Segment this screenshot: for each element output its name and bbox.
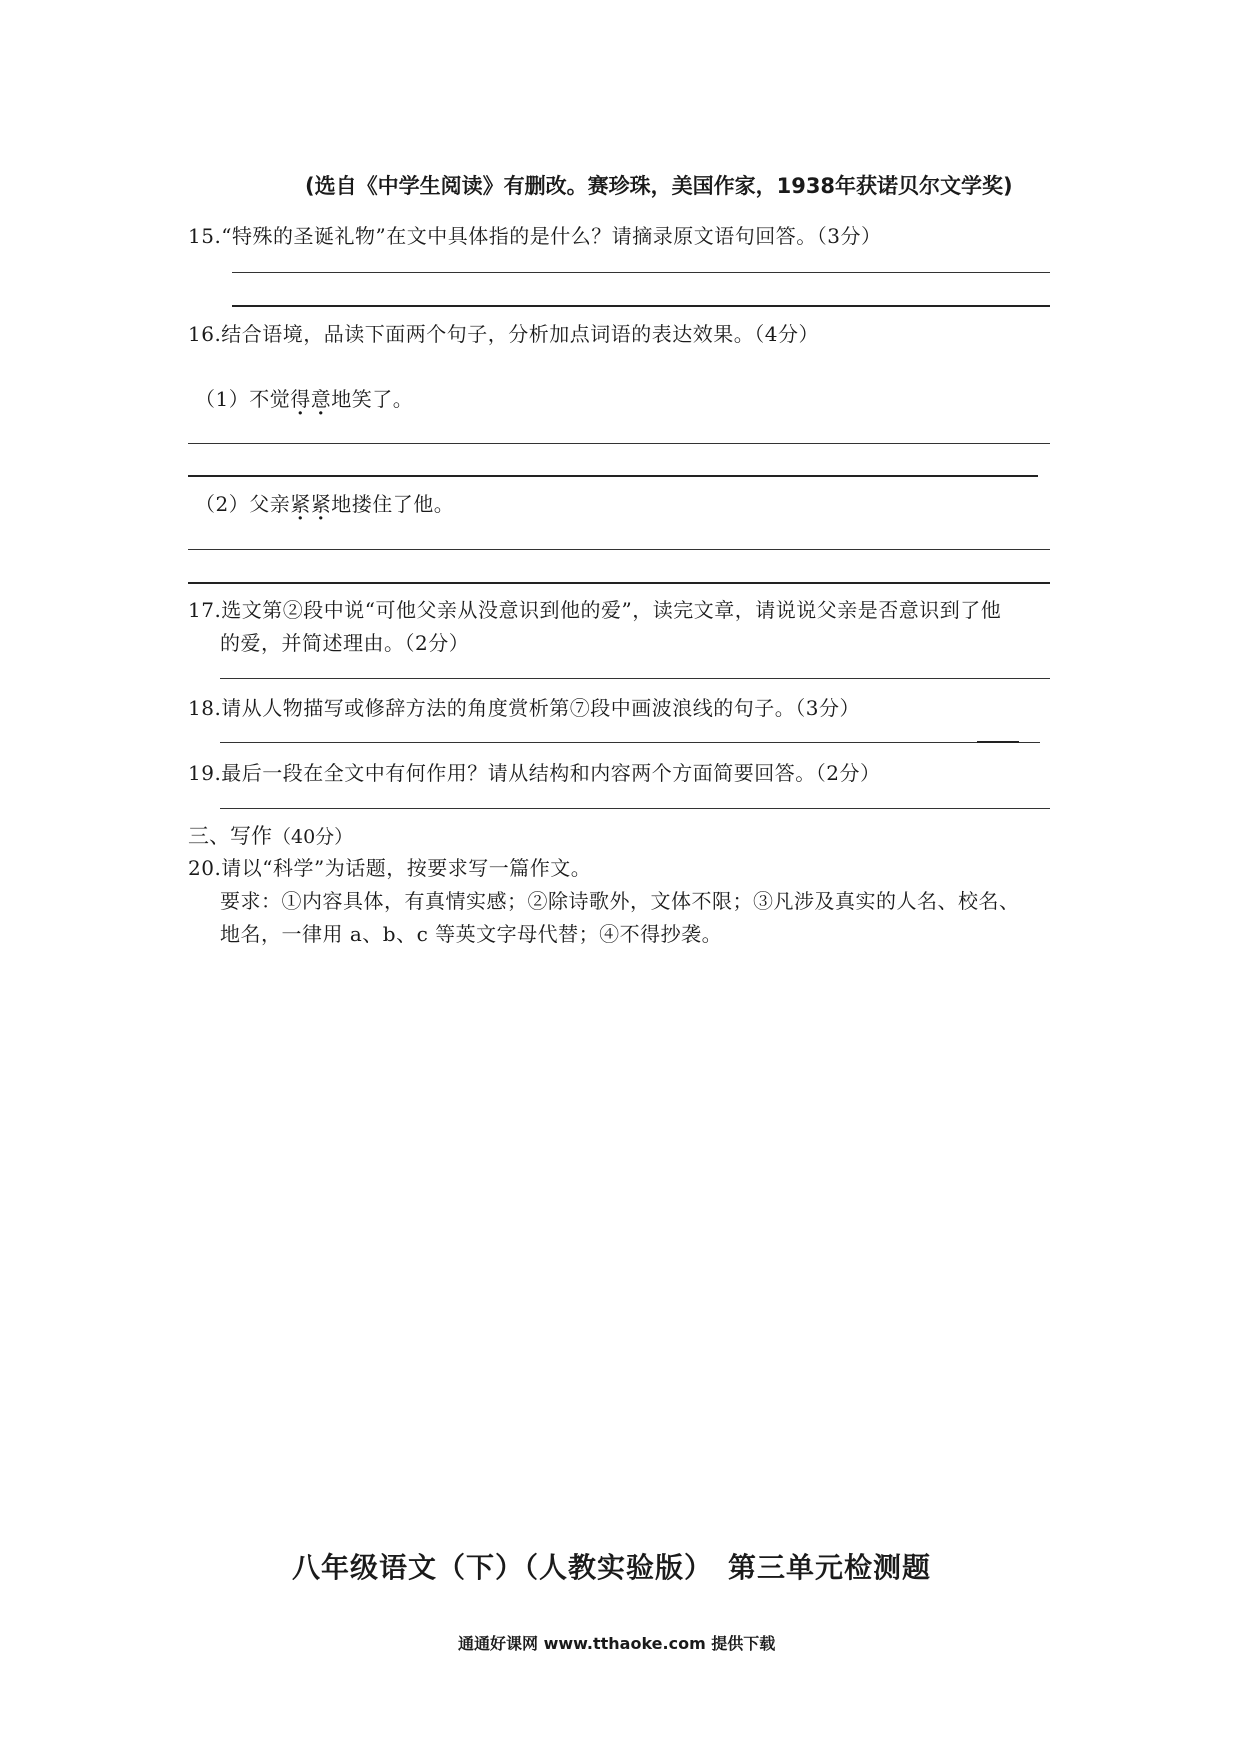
answer-line [188, 549, 1050, 550]
question-16-1-prefix: （1）不觉 [195, 387, 291, 411]
footer-source: 通通好课网 www.tthaoke.com 提供下载 [458, 1634, 776, 1653]
question-19: 19.最后一段在全文中有何作用？请从结构和内容两个方面简要回答。（2分） [188, 761, 881, 785]
source-note: (选自《中学生阅读》有删改。赛珍珠，美国作家，1938年获诺贝尔文学奖) [305, 174, 1013, 198]
question-18: 18.请从人物描写或修辞方法的角度赏析第⑦段中画波浪线的句子。（3分） [188, 696, 861, 720]
answer-line-mark [977, 741, 1019, 743]
question-16-2-suffix: 地搂住了他。 [331, 492, 455, 516]
answer-line [188, 582, 1050, 584]
emphasized-char: 意 [310, 387, 332, 411]
emphasized-char: 得 [290, 387, 311, 411]
writing-heading: 三、写作 [188, 824, 272, 848]
answer-line [220, 808, 1050, 809]
answer-line [232, 305, 1050, 307]
question-15: 15.“特殊的圣诞礼物”在文中具体指的是什么？请摘录原文语句回答。（3分） [188, 224, 882, 248]
writing-requirements-line1: 要求：①内容具体，有真情实感；②除诗歌外，文体不限；③凡涉及真实的人名、校名、 [220, 889, 1020, 913]
answer-line [232, 272, 1050, 273]
question-16-1-suffix: 地笑了。 [331, 387, 414, 411]
question-16-2-prefix: （2）父亲 [195, 492, 291, 516]
answer-line [188, 443, 1050, 444]
writing-score: （40分） [272, 826, 354, 848]
emphasized-char: 紧 [290, 492, 311, 516]
writing-section-heading [188, 820, 353, 850]
writing-requirements-line2: 地名，一律用 a、b、c 等英文字母代替；④不得抄袭。 [220, 922, 723, 946]
question-17-line2: 的爱，并简述理由。（2分） [220, 631, 470, 655]
answer-line [220, 678, 1050, 679]
question-17-line1: 17.选文第②段中说“可他父亲从没意识到他的爱”，读完文章，请说说父亲是否意识到了他 [188, 598, 1002, 622]
question-16-2 [195, 488, 454, 517]
question-16: 16.结合语境，品读下面两个句子，分析加点词语的表达效果。（4分） [188, 322, 820, 346]
page-footer-title: 八年级语文（下）（人教实验版） 第三单元检测题 [292, 1551, 932, 1584]
answer-line [188, 475, 1038, 477]
question-20: 20.请以“科学”为话题，按要求写一篇作文。 [188, 856, 592, 880]
emphasized-char: 紧 [310, 492, 332, 516]
answer-line [220, 742, 1040, 743]
question-16-1 [195, 383, 413, 412]
